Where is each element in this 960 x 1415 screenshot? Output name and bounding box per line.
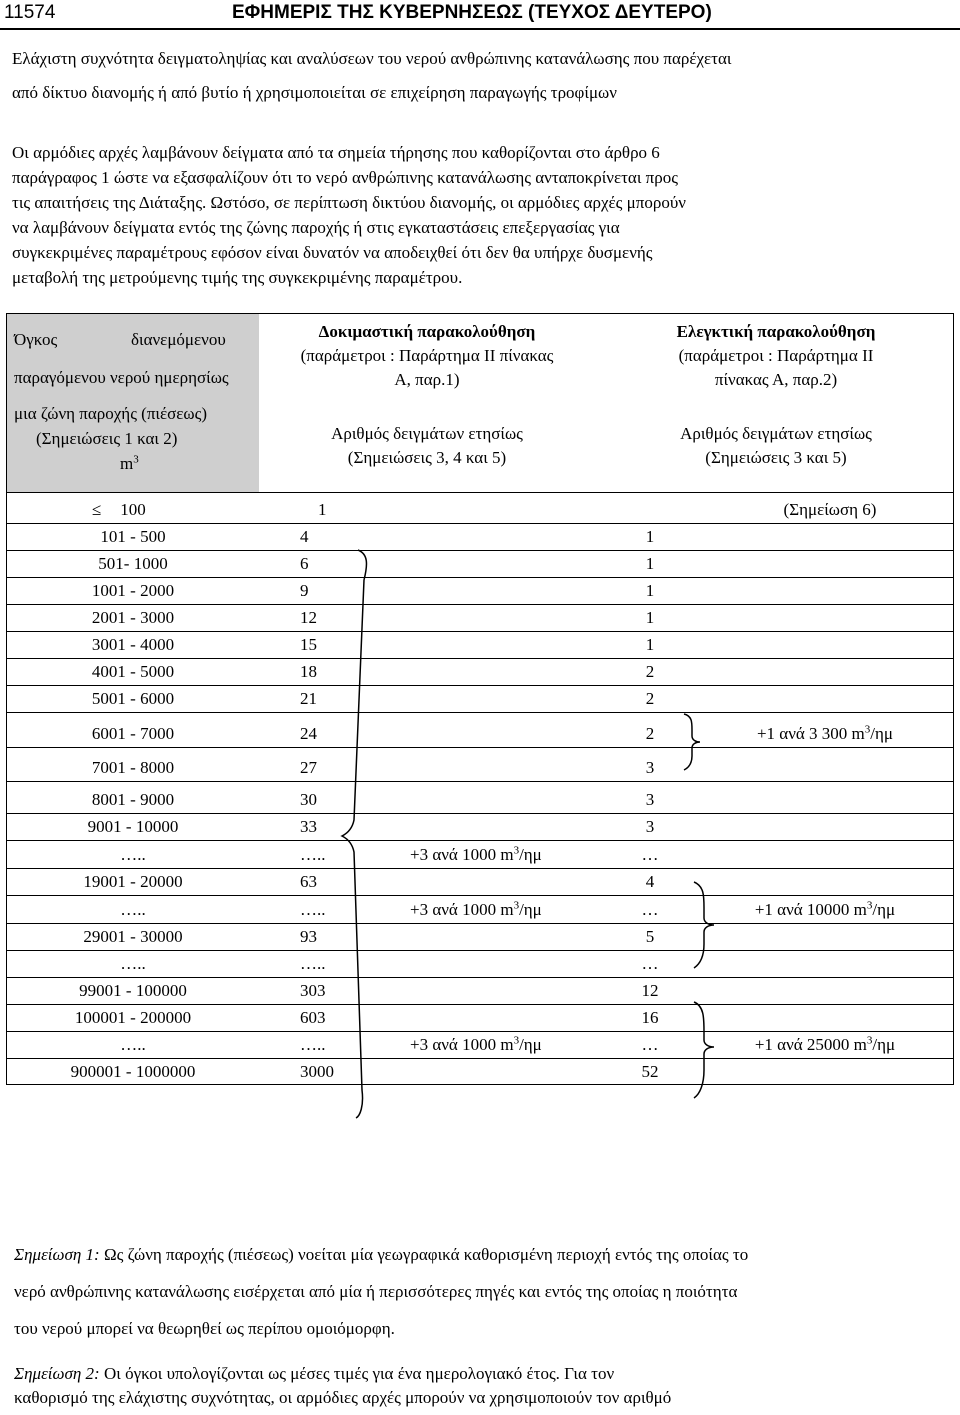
- row-volume: 29001 - 30000: [83, 927, 183, 946]
- paragraph-line: συγκεκριμένες παραμέτρους εφόσον είναι δυνατόν να αποδειχθεί ότι δεν θα υπήρχε δυσμενής: [12, 243, 653, 262]
- row-test-samples: 3000: [300, 1062, 334, 1081]
- row-test-samples: 27: [300, 758, 317, 777]
- row-test-samples: 21: [300, 689, 317, 708]
- row-test-samples: 30: [300, 790, 317, 809]
- paragraph-line: Οι αρμόδιες αρχές λαμβάνουν δείγματα από τα σημεία τήρησης που καθορίζονται στο άρθρο 6: [12, 143, 660, 162]
- row-check-increment: (Σημείωση 6): [783, 500, 877, 519]
- row-test-samples: 63: [300, 872, 317, 891]
- heading-line: από δίκτυο διανομής ή από βυτίο ή χρησιμοποιείται σε επιχείρηση παραγωγής τροφίμων: [12, 83, 617, 102]
- row-volume: …..: [120, 1035, 146, 1054]
- row-check-samples: …: [641, 900, 659, 919]
- test-monitoring-line3: Α, παρ.1): [394, 370, 460, 389]
- note-label: Σημείωση 1:: [14, 1245, 100, 1264]
- note-1: [14, 1236, 948, 1347]
- row-check-samples: 3: [645, 758, 655, 777]
- row-volume: 3001 - 4000: [91, 635, 175, 654]
- note-2: [14, 1362, 948, 1410]
- table-right-border: [953, 492, 954, 1084]
- row-check-samples: 1: [645, 554, 655, 573]
- row-check-samples: …: [641, 1035, 659, 1054]
- volume-header-unit: $m^3$: [120, 453, 139, 473]
- table-row: [6, 1031, 954, 1032]
- row-test-increment: +3 ανά 1000 $m^3/\eta\mu$: [410, 1034, 542, 1054]
- running-header: [0, 0, 960, 30]
- row-volume: 900001 - 1000000: [70, 1062, 196, 1081]
- row-check-samples: 2: [645, 724, 655, 743]
- row-check-samples: 1: [645, 581, 655, 600]
- table-row: [6, 631, 954, 632]
- row-test-samples: …..: [300, 900, 326, 919]
- row-volume: 4001 - 5000: [91, 662, 175, 681]
- row-test-samples: 15: [300, 635, 317, 654]
- volume-header-line2: παραγόμενου νερού ημερησίως: [14, 368, 229, 387]
- paragraph-line: τις απαιτήσεις της Διάταξης. Ωστόσο, σε περίπτωση δικτύου διανομής, οι αρμόδιες αρχές μπορούν: [12, 193, 686, 212]
- row-volume: 5001 - 6000: [91, 689, 175, 708]
- row-volume: 100: [120, 500, 146, 519]
- row-volume: 501- 1000: [98, 554, 168, 573]
- row-check-samples: 2: [645, 689, 655, 708]
- table-row: [6, 577, 954, 578]
- row-volume: 9001 - 10000: [87, 817, 179, 836]
- row-check-increment: +1 ανά 25000 $m^3/\eta\mu$: [754, 1034, 896, 1054]
- row-check-samples: 12: [641, 981, 659, 1000]
- row-check-samples: 16: [641, 1008, 659, 1027]
- row-test-samples: 303: [300, 981, 326, 1000]
- row-test-samples: …..: [300, 845, 326, 864]
- note-line: νερό ανθρώπινης κατανάλωσης εισέρχεται από μία ή περισσότερες πηγές και εντός της οποίας η ποιότητα: [14, 1282, 738, 1301]
- row-check-samples: …: [641, 845, 659, 864]
- table-row: [6, 781, 954, 782]
- row-test-samples: 24: [300, 724, 317, 743]
- row-volume: 8001 - 9000: [91, 790, 175, 809]
- note-line: του νερού μπορεί να θεωρηθεί ως περίπου ομοιόμορφη.: [14, 1319, 395, 1338]
- row-test-increment: +3 ανά 1000 $m^3/\eta\mu$: [410, 844, 542, 864]
- test-monitoring-line4: Αριθμός δειγμάτων ετησίως: [331, 424, 523, 443]
- row-check-samples: 1: [645, 527, 655, 546]
- row-test-samples: 6: [300, 554, 309, 573]
- row-test-samples: 603: [300, 1008, 326, 1027]
- table-left-border: [6, 492, 7, 1084]
- row-test-samples: 4: [300, 527, 309, 546]
- audit-monitoring-line5: (Σημειώσεις 3 και 5): [705, 448, 847, 467]
- row-volume: …..: [120, 900, 146, 919]
- heading-line: Ελάχιστη συχνότητα δειγματοληψίας και αναλύσεων του νερού ανθρώπινης κατανάλωσης που παρέχεται: [12, 49, 732, 68]
- row-volume: 101 - 500: [100, 527, 166, 546]
- row-volume: 2001 - 3000: [91, 608, 175, 627]
- gazette-title: ΕΦΗΜΕΡΙΣ ΤΗΣ ΚΥΒΕΡΝΗΣΕΩΣ (ΤΕΥΧΟΣ ΔΕΥΤΕΡΟ): [232, 2, 712, 23]
- volume-header-word1: Όγκος: [14, 330, 58, 349]
- row-check-samples: 4: [645, 872, 655, 891]
- table-row: [6, 712, 954, 713]
- volume-header-line4: (Σημειώσεις 1 και 2): [36, 429, 178, 448]
- row-check-increment: +1 ανά 3 300 $m^3/\eta\mu$: [756, 723, 894, 743]
- row-test-samples: 33: [300, 817, 317, 836]
- table-row: [6, 977, 954, 978]
- audit-monitoring-line4: Αριθμός δειγμάτων ετησίως: [680, 424, 872, 443]
- section-heading: [12, 42, 952, 110]
- row-volume: 100001 - 200000: [74, 1008, 192, 1027]
- row-volume: 19001 - 20000: [83, 872, 183, 891]
- row-check-increment: +1 ανά 10000 $m^3/\eta\mu$: [754, 899, 896, 919]
- row-check-samples: …: [641, 954, 659, 973]
- table-row: [6, 747, 954, 748]
- paragraph-line: να λαμβάνουν δείγματα εντός της ζώνης παροχής ή στις εγκαταστάσεις επεξεργασίας για: [12, 218, 620, 237]
- table-row: [6, 523, 954, 524]
- table-row: [6, 950, 954, 951]
- note-line: Σημείωση 2: Οι όγκοι υπολογίζονται ως μέσες τιμές για ένα ημερολογιακό έτος. Για τον: [14, 1364, 615, 1383]
- row-test-increment: +3 ανά 1000 $m^3/\eta\mu$: [410, 899, 542, 919]
- row-test-samples: 9: [300, 581, 309, 600]
- row-check-samples: 52: [641, 1062, 659, 1081]
- row-volume: 1001 - 2000: [91, 581, 175, 600]
- paragraph-line: παράγραφος 1 ώστε να εξασφαλίζουν ότι το νερό ανθρώπινης κατανάλωσης ανταποκρίνεται προς: [12, 168, 678, 187]
- table-row: [6, 868, 954, 869]
- less-or-equal-icon: ≤: [92, 500, 102, 519]
- volume-header-word2: διανεμόμενου: [131, 330, 226, 349]
- table-row: [6, 685, 954, 686]
- row-volume: …..: [120, 845, 146, 864]
- row-check-samples: 1: [645, 608, 655, 627]
- table-row: [6, 1004, 954, 1005]
- audit-monitoring-line2: (παράμετροι : Παράρτημα ΙΙ: [678, 346, 874, 365]
- row-test-samples: 93: [300, 927, 317, 946]
- volume-header-line3: μια ζώνη παροχής (πιέσεως): [14, 404, 208, 423]
- row-volume: 7001 - 8000: [91, 758, 175, 777]
- audit-monitoring-line3: πίνακας Α, παρ.2): [714, 370, 838, 389]
- note-label: Σημείωση 2:: [14, 1364, 100, 1383]
- audit-monitoring-title: Ελεγκτική παρακολούθηση: [676, 322, 876, 341]
- note-line: καθορισμό της ελάχιστης συχνότητας, οι αρμόδιες αρχές μπορούν να χρησιμοποιούν τον αριθμό: [14, 1388, 672, 1407]
- table-bottom-border: [6, 1084, 954, 1085]
- table-row: [6, 813, 954, 814]
- row-check-samples: 5: [645, 927, 655, 946]
- page-number: 11574: [4, 2, 56, 23]
- row-test-samples: …..: [300, 1035, 326, 1054]
- table-row: [6, 1058, 954, 1059]
- row-volume: 6001 - 7000: [91, 724, 175, 743]
- row-test-samples: 12: [300, 608, 317, 627]
- table-row: [6, 658, 954, 659]
- row-test-samples: 18: [300, 662, 317, 681]
- row-check-samples: 2: [645, 662, 655, 681]
- test-monitoring-title: Δοκιμαστική παρακολούθηση: [318, 322, 536, 341]
- row-test-samples: 1: [318, 500, 327, 519]
- row-volume: …..: [120, 954, 146, 973]
- table-row: [6, 840, 954, 841]
- table-row: [6, 923, 954, 924]
- note-line: Σημείωση 1: Ως ζώνη παροχής (πιέσεως) νοείται μία γεωγραφικά καθορισμένη περιοχή εντός της οποίας το: [14, 1245, 749, 1264]
- test-monitoring-line2: (παράμετροι : Παράρτημα ΙΙ πίνακας: [300, 346, 554, 365]
- row-volume: 99001 - 100000: [79, 981, 187, 1000]
- row-check-samples: 1: [645, 635, 655, 654]
- paragraph-line: μεταβολή της μετρούμενης τιμής της συγκεκριμένης παραμέτρου.: [12, 268, 463, 287]
- table-row: [6, 550, 954, 551]
- table-row: [6, 895, 954, 896]
- row-test-samples: …..: [300, 954, 326, 973]
- row-check-samples: 3: [645, 817, 655, 836]
- row-check-samples: 3: [645, 790, 655, 809]
- intro-paragraph: [12, 140, 952, 290]
- table-row: [6, 604, 954, 605]
- test-monitoring-line5: (Σημειώσεις 3, 4 και 5): [347, 448, 507, 467]
